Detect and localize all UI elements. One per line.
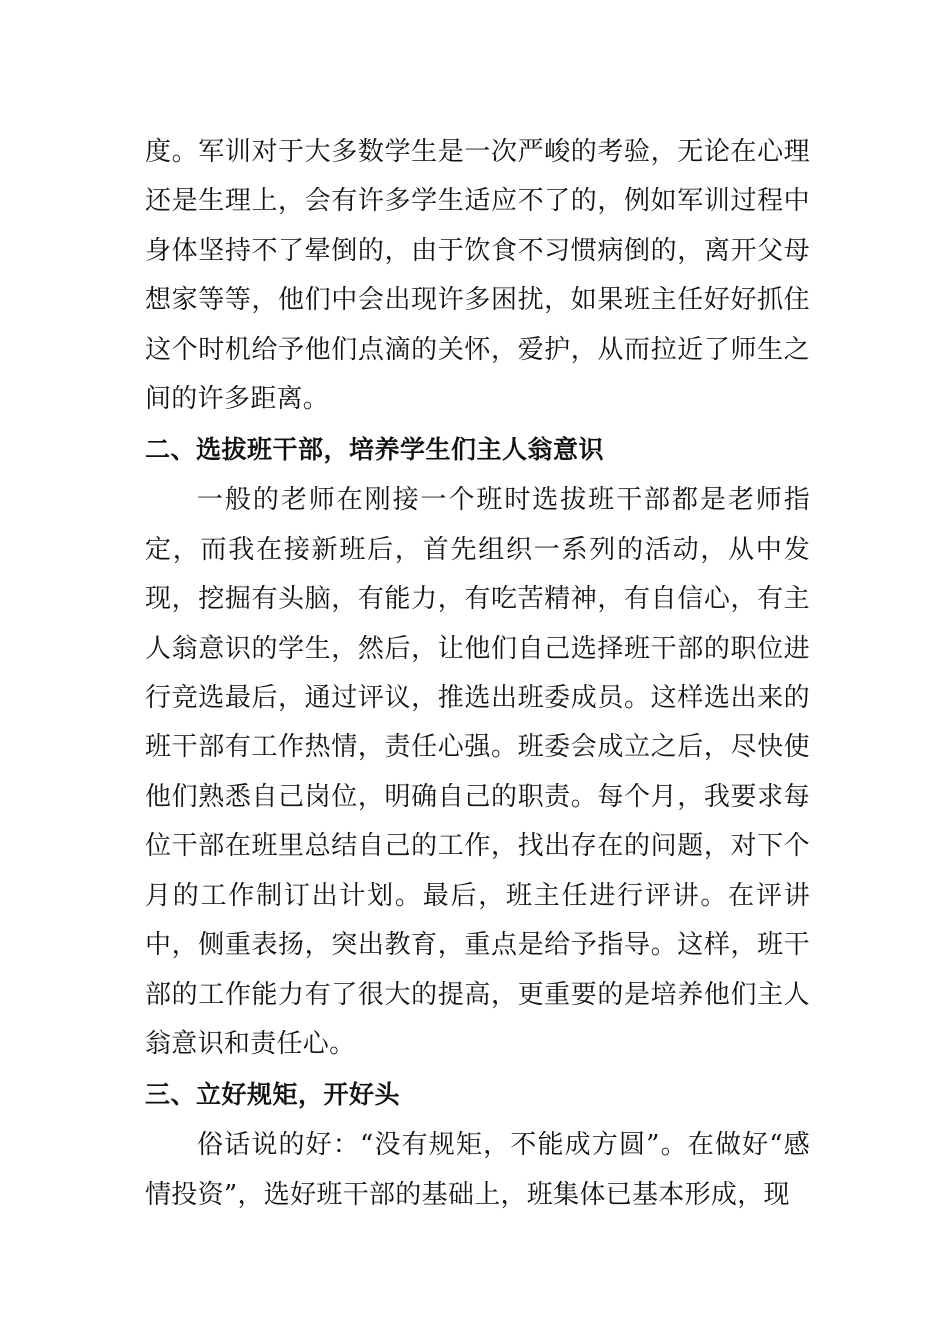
body-paragraph: 俗话说的好：“没有规矩，不能成方圆”。在做好“感情投资”，选好班干部的基础上，班集体已基本形成，现	[145, 1130, 810, 1210]
section-heading: 二、选拔班干部，培养学生们主人翁意识	[145, 435, 605, 465]
document-body	[145, 128, 810, 1220]
section-heading: 三、立好规矩，开好头	[145, 1080, 401, 1110]
body-paragraph: 一般的老师在刚接一个班时选拔班干部都是老师指定，而我在接新班后，首先组织一系列的活动，从中发现，挖掘有头脑，有能力，有吃苦精神，有自信心，有主人翁意识的学生，然后，让他们自己选择班干部的职位进行竞选最后，通过评议，推选出班委成员。这样选出来的班干部有工作热情，责任心强。班委会成立之后，尽快使他们熟悉自己岗位，明确自己的职责。每个月，我要求每位干部在班里总结自己的工作，找出存在的问题，对下个月的工作制订出计划。最后，班主任进行评讲。在评讲中，侧重表扬，突出教育，重点是给予指导。这样，班干部的工作能力有了很大的提高，更重要的是培养他们主人翁意识和责任心。	[145, 485, 810, 1059]
body-paragraph: 度。军训对于大多数学生是一次严峻的考验，无论在心理还是生理上，会有许多学生适应不了的，例如军训过程中身体坚持不了晕倒的，由于饮食不习惯病倒的，离开父母想家等等，他们中会出现许多困扰，如果班主任好好抓住这个时机给予他们点滴的关怀，爱护，从而拉近了师生之间的许多距离。	[145, 137, 810, 415]
